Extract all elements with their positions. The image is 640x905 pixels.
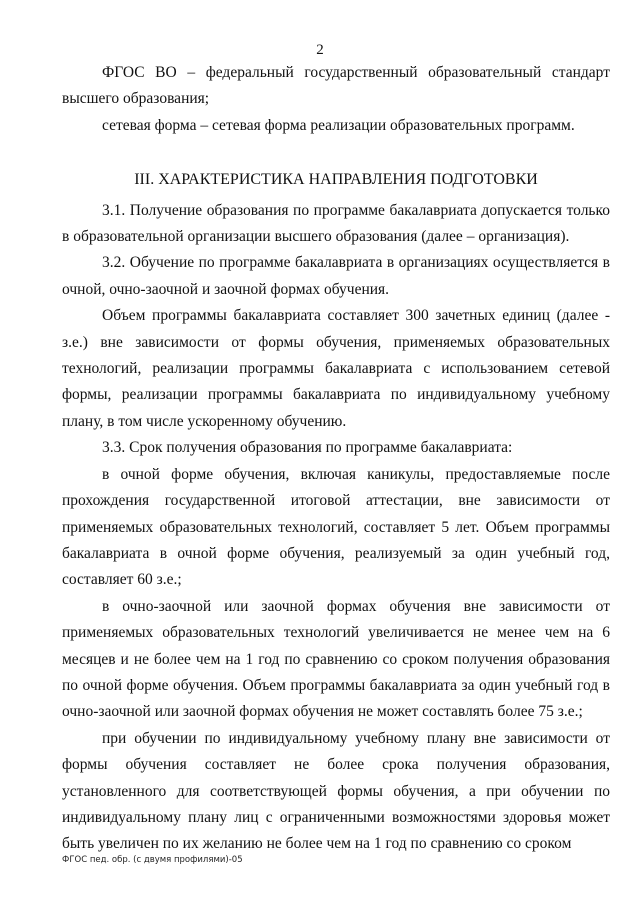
paragraph-3-3: 3.3. Срок получения образования по программе бакалавриата: — [102, 439, 513, 457]
definition-fgos: ФГОС ВО – федеральный государственный образовательный стандарт высшего образования; — [62, 64, 610, 108]
paragraph-3-2: 3.2. Обучение по программе бакалавриата в организациях осуществляется в очной, очно-заочной и заочной формах обучения. — [62, 254, 610, 298]
page-number: 2 — [316, 42, 324, 58]
definition-network-form: сетевая форма – сетевая форма реализации образовательных программ. — [102, 116, 575, 134]
paragraph-full-time: в очной форме обучения, включая каникулы, предоставляемые после прохождения государственной итоговой аттестации, вне зависимости от применяемых образовательных технологий, составляет 5 лет. Объем программы бакалавриата в очной форме обучения, реализуемый за один учебный год, составляет 60 з.е.; — [62, 465, 610, 589]
footer-note: ФГОС пед. обр. (с двумя профилями)-05 — [62, 855, 243, 865]
paragraph-individual-plan: при обучении по индивидуальному учебному плану вне зависимости от формы обучения составляет не более срока получения образования, установленного для соответствующей формы обучения, а при обучении по индивидуальному плану лиц с ограниченными возможностями здоровья может быть увеличен по их желанию не более чем на 1 год по сравнению со сроком — [62, 729, 610, 853]
paragraph-3-1: 3.1. Получение образования по программе бакалавриата допускается только в образовательной организации высшего образования (далее – организация). — [62, 201, 610, 246]
document-body — [62, 60, 610, 858]
paragraph-part-time: в очно-заочной или заочной формах обучения вне зависимости от применяемых образовательных технологий увеличивается не менее чем на 6 месяцев и не более чем на 1 год по сравнению со сроком получения образования по очной форме обучения. Объем программы бакалавриата за один учебный год в очно-заочной или заочной формах обучения не может составлять более 75 з.е.; — [62, 597, 610, 721]
paragraph-volume: Объем программы бакалавриата составляет 300 зачетных единиц (далее - з.е.) вне зависимости от формы обучения, применяемых образовательных технологий, реализации программы бакалавриата с использованием сетевой формы, реализации программы бакалавриата по индивидуальному учебному плану, в том числе ускоренному обучению. — [62, 307, 610, 430]
section-title: III. ХАРАКТЕРИСТИКА НАПРАВЛЕНИЯ ПОДГОТОВКИ — [134, 171, 538, 189]
